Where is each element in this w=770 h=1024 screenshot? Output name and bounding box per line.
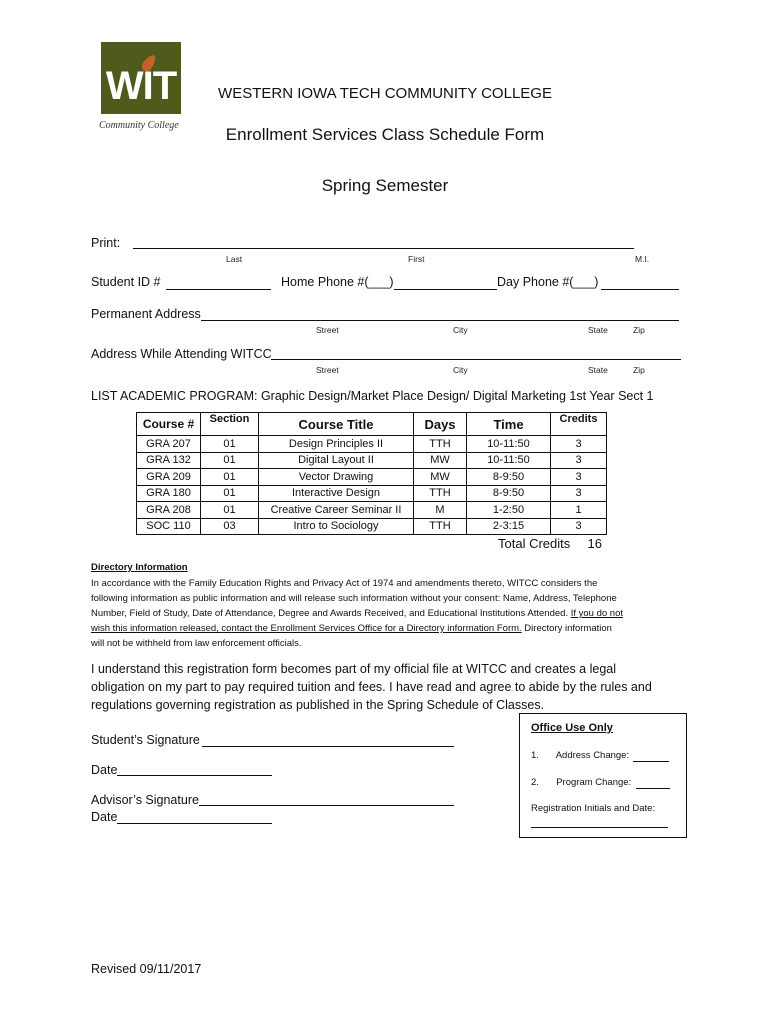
program-change-line[interactable]: [636, 788, 670, 789]
table-row: [137, 452, 607, 469]
student-signature-label: Student’s Signature: [91, 733, 200, 747]
cell-course-number: GRA 208: [137, 502, 201, 519]
agreement-line: obligation on my part to pay required tuition and fees. I have read and agree to abide by the rules and: [91, 680, 652, 694]
cell-course-title: Intro to Sociology: [259, 518, 414, 535]
city-caption: City: [453, 325, 468, 335]
cell-course-number: GRA 207: [137, 436, 201, 453]
cell-days: MW: [414, 469, 467, 486]
cell-course-title: Creative Career Seminar II: [259, 502, 414, 519]
col-days: Days: [414, 413, 467, 436]
table-row: [137, 518, 607, 535]
cell-section: 01: [201, 436, 259, 453]
table-header-row: [137, 413, 607, 436]
first-caption: First: [408, 254, 425, 264]
cell-course-number: SOC 110: [137, 518, 201, 535]
cell-section: 01: [201, 485, 259, 502]
office-item-address: [531, 750, 629, 761]
table-row: [137, 485, 607, 502]
office-use-box: [519, 713, 687, 838]
student-date-line[interactable]: [117, 775, 272, 776]
logo-letters: WIT: [105, 64, 177, 108]
cell-time: 10-11:50: [467, 452, 551, 469]
registration-initials-label: Registration Initials and Date:: [531, 803, 656, 814]
academic-program-label: LIST ACADEMIC PROGRAM:: [91, 389, 258, 403]
cell-course-title: Vector Drawing: [259, 469, 414, 486]
agreement-line: I understand this registration form becomes part of my official file at WITCC and creates a legal: [91, 662, 616, 676]
mi-caption: M.I.: [635, 254, 650, 264]
directory-heading: Directory Information: [91, 562, 188, 573]
cell-days: MW: [414, 452, 467, 469]
college-name: WESTERN IOWA TECH COMMUNITY COLLEGE: [218, 85, 552, 102]
witcc-address-line[interactable]: [271, 359, 681, 360]
permanent-address-line[interactable]: [201, 320, 679, 321]
address-change-line[interactable]: [633, 761, 669, 762]
directory-line: In accordance with the Family Education Rights and Privacy Act of 1974 and amendments thereto, WITCC considers the: [91, 578, 598, 589]
col-course-number: Course #: [137, 413, 201, 436]
cell-time: 8-9:50: [467, 469, 551, 486]
registration-initials-line[interactable]: [531, 827, 668, 828]
col-course-title: Course Title: [259, 413, 414, 436]
total-credits-label: Total Credits: [498, 536, 571, 551]
cell-course-number: GRA 209: [137, 469, 201, 486]
table-row: [137, 436, 607, 453]
table-row: [137, 469, 607, 486]
cell-credits: 3: [551, 518, 607, 535]
student-date-label: Date: [91, 763, 118, 777]
cell-course-title: Design Principles II: [259, 436, 414, 453]
logo-caption: Community College: [99, 120, 179, 131]
agreement-line: regulations governing registration as published in the Spring Schedule of Classes.: [91, 698, 545, 712]
directory-line: will not be withheld from law enforcement officials.: [91, 638, 302, 649]
cell-course-number: GRA 132: [137, 452, 201, 469]
col-section: Section: [201, 413, 259, 436]
cell-days: TTH: [414, 485, 467, 502]
student-id-line[interactable]: [166, 289, 271, 290]
zip-caption: Zip: [633, 325, 645, 335]
cell-credits: 3: [551, 436, 607, 453]
total-credits-value: 16: [587, 536, 602, 551]
total-credits: [498, 536, 602, 551]
cell-days: M: [414, 502, 467, 519]
directory-line: following information as public information and will release such information without your consent: Name, Address, Telephone: [91, 593, 617, 604]
office-item-number: 2.: [531, 777, 539, 788]
cell-section: 01: [201, 452, 259, 469]
cell-course-number: GRA 180: [137, 485, 201, 502]
student-id-label: Student ID #: [91, 275, 161, 289]
class-schedule-table: [136, 412, 607, 535]
state-caption: State: [588, 325, 608, 335]
cell-credits: 3: [551, 469, 607, 486]
semester-title: Spring Semester: [321, 176, 449, 195]
print-label: Print:: [91, 236, 121, 250]
cell-credits: 3: [551, 485, 607, 502]
advisor-signature-label: Advisor’s Signature: [91, 793, 199, 807]
witcc-address-label: Address While Attending WITCC: [91, 347, 272, 361]
cell-course-title: Interactive Design: [259, 485, 414, 502]
cell-days: TTH: [414, 518, 467, 535]
last-caption: Last: [226, 254, 243, 264]
home-phone-label: Home Phone #(___): [281, 275, 394, 289]
state-caption-2: State: [588, 365, 608, 375]
directory-line-underlined: wish this information released, contact the Enrollment Services Office for a Directory information Form.: [91, 623, 522, 634]
revised-date: Revised 09/11/2017: [91, 962, 202, 976]
cell-section: 01: [201, 469, 259, 486]
advisor-date-line[interactable]: [117, 823, 272, 824]
cell-credits: 3: [551, 452, 607, 469]
cell-credits: 1: [551, 502, 607, 519]
street-caption: Street: [316, 325, 339, 335]
office-use-title: Office Use Only: [531, 722, 613, 734]
agreement-text: [91, 660, 711, 714]
form-title: Enrollment Services Class Schedule Form: [225, 125, 545, 144]
cell-days: TTH: [414, 436, 467, 453]
advisor-date-label: Date: [91, 810, 118, 824]
directory-text: [91, 576, 691, 651]
directory-line-underlined: If you do not: [570, 608, 623, 619]
advisor-signature-line[interactable]: [199, 805, 454, 806]
office-item-program: [531, 777, 631, 788]
city-caption-2: City: [453, 365, 468, 375]
directory-line-part: Number, Field of Study, Date of Attendance, Degree and Awards Received, and Educational Institutions Attended.: [91, 608, 571, 619]
cell-time: 2-3:15: [467, 518, 551, 535]
cell-section: 01: [201, 502, 259, 519]
home-phone-line[interactable]: [394, 289, 497, 290]
student-signature-line[interactable]: [202, 746, 454, 747]
cell-course-title: Digital Layout II: [259, 452, 414, 469]
office-item-label: Address Change:: [555, 750, 630, 761]
academic-program: [91, 389, 654, 403]
col-credits: Credits: [551, 413, 607, 436]
day-phone-line[interactable]: [601, 289, 679, 290]
street-caption-2: Street: [316, 365, 339, 375]
office-item-label: Program Change:: [556, 777, 632, 788]
college-logo: [101, 42, 181, 114]
cell-time: 10-11:50: [467, 436, 551, 453]
table-row: [137, 502, 607, 519]
directory-line: [91, 606, 691, 621]
day-phone-label: Day Phone #(___): [497, 275, 599, 289]
academic-program-value: Graphic Design/Market Place Design/ Digital Marketing 1st Year Sect 1: [260, 389, 654, 403]
cell-time: 1-2:50: [467, 502, 551, 519]
directory-line-part: Directory information: [521, 623, 612, 634]
permanent-address-label: Permanent Address: [91, 307, 201, 321]
directory-line: [91, 621, 691, 636]
office-item-number: 1.: [531, 750, 539, 761]
col-time: Time: [467, 413, 551, 436]
cell-time: 8-9:50: [467, 485, 551, 502]
cell-section: 03: [201, 518, 259, 535]
zip-caption-2: Zip: [633, 365, 645, 375]
print-name-line[interactable]: [133, 248, 634, 249]
